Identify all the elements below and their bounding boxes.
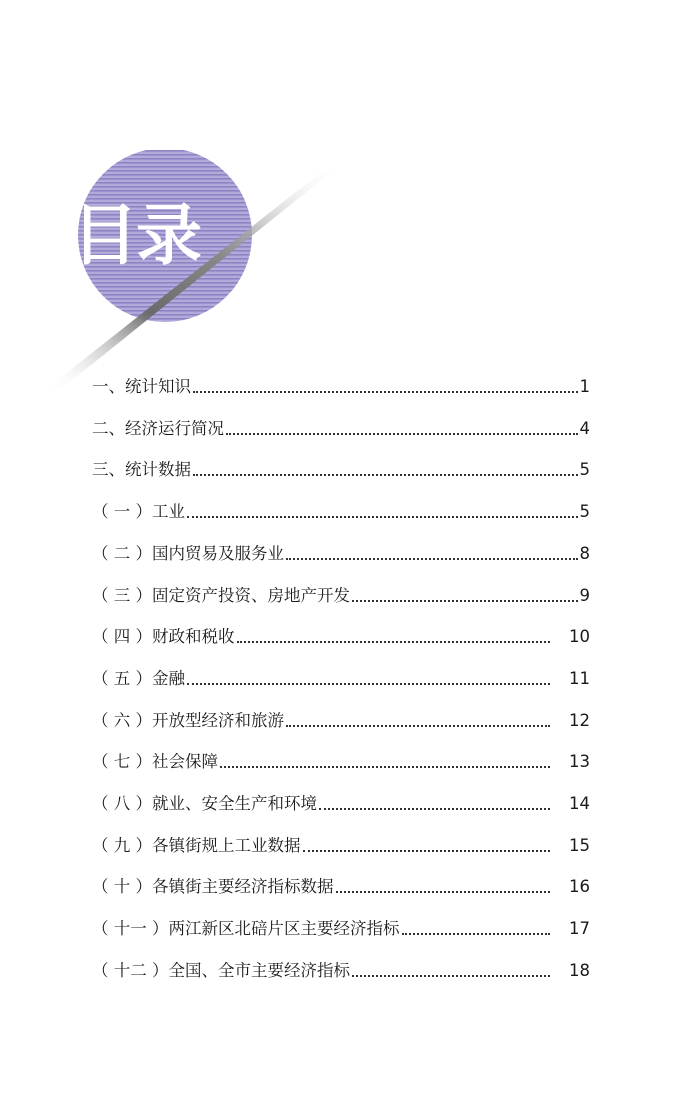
- toc-entry[interactable]: [92, 622, 590, 652]
- toc-entry[interactable]: [92, 789, 590, 819]
- toc-entry-label: （ 五 ）金融: [92, 668, 185, 688]
- toc-entry-page: 16: [569, 877, 590, 897]
- toc-entry[interactable]: [92, 455, 590, 485]
- toc-entry-label: （ 十 ）各镇街主要经济指标数据: [92, 877, 334, 897]
- toc-entry-label: （ 四 ）财政和税收: [92, 627, 235, 647]
- toc-entry-label: （ 九 ）各镇街规上工业数据: [92, 835, 301, 855]
- toc-entry-page: 8: [579, 543, 590, 563]
- toc-dot-leader: [187, 497, 578, 527]
- toc-dot-leader: [319, 789, 550, 819]
- toc-dot-leader: [193, 455, 578, 485]
- page-title: 目录: [72, 197, 200, 274]
- toc-entry-page: 5: [579, 502, 590, 522]
- toc-entry-label: （ 十一 ）两江新区北碚片区主要经济指标: [92, 919, 400, 939]
- toc-entry-label: 二、经济运行简况: [92, 418, 224, 438]
- toc-entry-label: 三、统计数据: [92, 460, 191, 480]
- toc-entry-label: （ 一 ）工业: [92, 502, 185, 522]
- toc-entry-page: 9: [579, 585, 590, 605]
- toc-entry-page: 15: [569, 835, 590, 855]
- toc-dot-leader: [303, 831, 551, 861]
- toc-entry[interactable]: [92, 872, 590, 902]
- toc-emblem: [40, 150, 340, 400]
- toc-dot-leader: [286, 706, 550, 736]
- toc-entry-page: 17: [569, 919, 590, 939]
- toc-entry-page: 4: [579, 418, 590, 438]
- toc-entry[interactable]: [92, 706, 590, 736]
- toc-entry-page: 12: [569, 710, 590, 730]
- toc-entry[interactable]: [92, 372, 590, 402]
- emblem-graphic: [40, 150, 340, 400]
- toc-dot-leader: [193, 372, 578, 402]
- toc-entry-label: 一、统计知识: [92, 377, 191, 396]
- toc-entry-label: （ 三 ）固定资产投资、房地产开发: [92, 585, 350, 605]
- toc-dot-leader: [226, 414, 578, 444]
- toc-entry-page: 11: [569, 668, 590, 688]
- toc-dot-leader: [237, 622, 551, 652]
- toc-entry-label: （ 六 ）开放型经济和旅游: [92, 710, 284, 730]
- toc-dot-leader: [352, 581, 578, 611]
- toc-entry[interactable]: [92, 914, 590, 944]
- toc-entry-label: （ 八 ）就业、安全生产和环境: [92, 794, 317, 813]
- toc-dot-leader: [220, 747, 550, 777]
- toc-entry[interactable]: [92, 747, 590, 777]
- toc-entry-label: （ 二 ）国内贸易及服务业: [92, 543, 284, 563]
- toc-dot-leader: [286, 539, 578, 569]
- toc-entry-page: 18: [569, 960, 590, 980]
- toc-entry[interactable]: [92, 539, 590, 569]
- toc-entry-page: 1: [579, 377, 590, 396]
- toc-entry[interactable]: [92, 497, 590, 527]
- toc-dot-leader: [402, 914, 551, 944]
- toc-entry[interactable]: [92, 831, 590, 861]
- toc-entry-page: 10: [569, 627, 590, 647]
- toc-entry-page: 13: [569, 752, 590, 772]
- toc-entry[interactable]: [92, 414, 590, 444]
- toc-entry-page: 14: [569, 794, 590, 813]
- toc-entry-page: 5: [579, 460, 590, 480]
- toc-entry-label: （ 七 ）社会保障: [92, 752, 218, 772]
- toc-dot-leader: [187, 664, 550, 694]
- toc-entry-label: （ 十二 ）全国、全市主要经济指标: [92, 960, 350, 980]
- toc-dot-leader: [352, 956, 550, 986]
- toc-entry[interactable]: [92, 581, 590, 611]
- toc-dot-leader: [336, 872, 551, 902]
- toc-entry[interactable]: [92, 664, 590, 694]
- toc-entry[interactable]: [92, 956, 590, 986]
